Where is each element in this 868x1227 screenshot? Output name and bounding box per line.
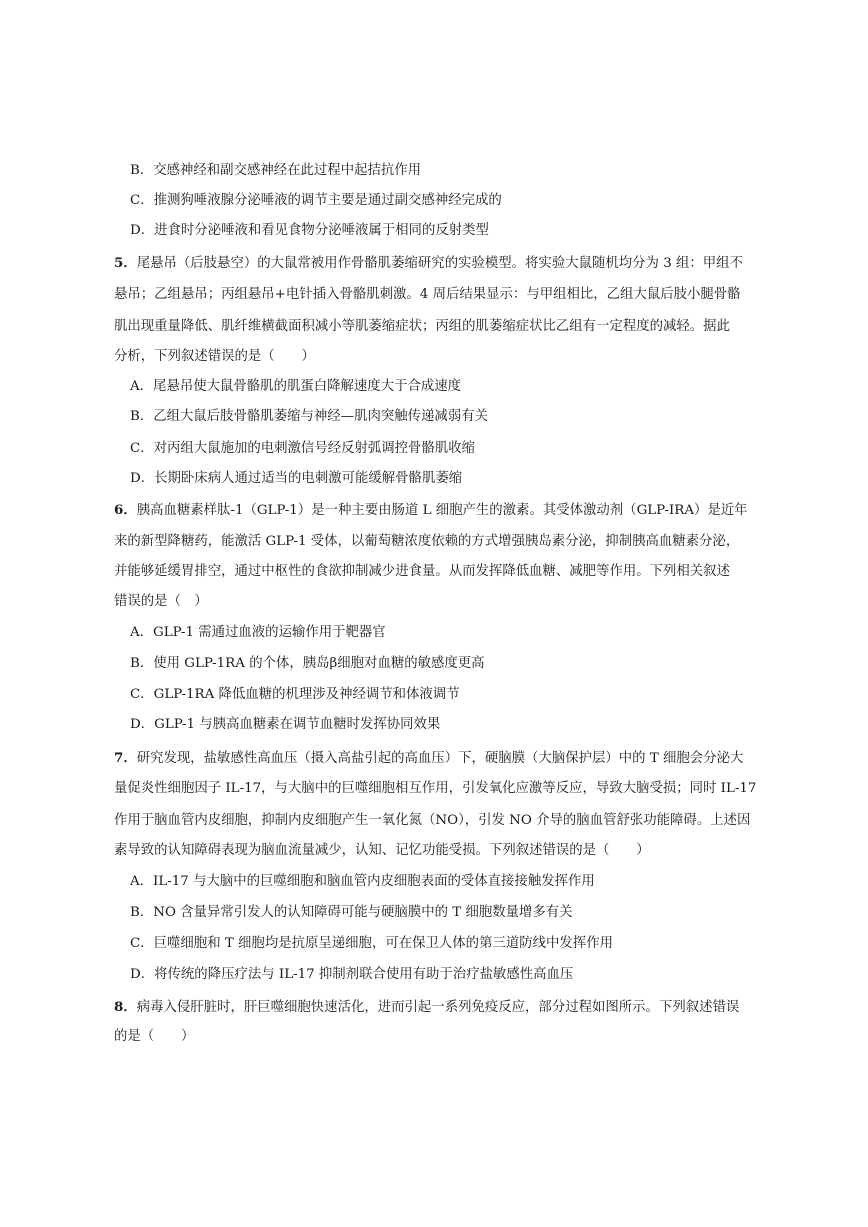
line-text: A．IL-17 与大脑中的巨噬细胞和脑血管内皮细胞表面的受体直接接触发挥作用 [130, 874, 595, 889]
question-number: 5． [114, 255, 137, 271]
line-text: C．巨噬细胞和 T 细胞均是抗原呈递细胞，可在保卫人体的第三道防线中发挥作用 [130, 936, 613, 951]
question-stem-continuation [114, 348, 315, 366]
question-stem-continuation [114, 1028, 194, 1046]
question-stem-continuation [114, 780, 756, 798]
answer-option [130, 162, 421, 180]
line-text: 悬吊；乙组悬吊；丙组悬吊+电针插入骨骼肌刺激。4 周后结果显示：与甲组相比，乙组大鼠后肢小腿骨骼 [114, 287, 741, 302]
answer-option [130, 716, 440, 734]
question-number: 8． [114, 999, 137, 1015]
line-text: C．推测狗唾液腺分泌唾液的调节主要是通过副交感神经完成的 [130, 193, 502, 208]
line-text: D．长期卧床病人通过适当的电刺激可能缓解骨骼肌萎缩 [130, 471, 463, 486]
line-text: 胰高血糖素样肽-1（GLP-1）是一种主要由肠道 L 细胞产生的激素。其受体激动剂（GLP-IRA）是近年 [136, 503, 748, 518]
question-stem [114, 254, 743, 273]
line-text: 作用于脑血管内皮细胞，抑制内皮细胞产生一氧化氮（NO），引发 NO 介导的脑血管舒张功能障碍。上述因 [114, 813, 751, 828]
answer-option [130, 624, 386, 642]
question-number: 7． [114, 750, 137, 766]
answer-option [130, 408, 488, 426]
question-stem-continuation [114, 286, 741, 304]
question-stem-continuation [114, 593, 208, 611]
answer-option [130, 655, 485, 673]
line-text: 的是（ ） [114, 1029, 195, 1044]
line-text: 素导致的认知障碍表现为脑血流量减少，认知、记忆功能受损。下列叙述错误的是（ ） [114, 843, 650, 858]
question-number: 6． [114, 502, 137, 518]
question-stem-continuation [114, 318, 730, 336]
line-text: 肌出现重量降低、肌纤维横截面积减小等肌萎缩症状；丙组的肌萎缩症状比乙组有一定程度的减轻。据此 [114, 319, 730, 334]
line-text: 尾悬吊（后肢悬空）的大鼠常被用作骨骼肌萎缩研究的实验模型。将实验大鼠随机均分为 3 组：甲组不 [136, 256, 743, 271]
line-text: A．GLP-1 需通过血液的运输作用于靶器官 [130, 625, 386, 640]
answer-option [130, 935, 613, 953]
question-stem-continuation [114, 812, 750, 830]
line-text: D．进食时分泌唾液和看见食物分泌唾液属于相同的反射类型 [130, 223, 489, 238]
line-text: 分析，下列叙述错误的是（ ） [114, 349, 315, 364]
answer-option [130, 686, 460, 704]
answer-option [130, 966, 573, 984]
line-text: B．交感神经和副交感神经在此过程中起拮抗作用 [130, 163, 422, 178]
line-text: D．将传统的降压疗法与 IL-17 抑制剂联合使用有助于治疗盐敏感性高血压 [130, 967, 574, 982]
line-text: 并能够延缓胃排空，通过中枢性的食欲抑制减少进食量。从而发挥降低血糖、减肥等作用。下列相关叙述 [114, 564, 730, 579]
line-text: 研究发现，盐敏感性高血压（摄入高盐引起的高血压）下，硬脑膜（大脑保护层）中的 T 细胞会分泌大 [136, 751, 744, 766]
question-stem [114, 749, 743, 768]
answer-option [130, 440, 475, 458]
line-text: D．GLP-1 与胰高血糖素在调节血糖时发挥协同效果 [130, 717, 441, 732]
line-text: 错误的是（ ） [114, 594, 208, 609]
line-text: C．对丙组大鼠施加的电刺激信号经反射弧调控骨骼肌收缩 [130, 441, 476, 456]
line-text: C．GLP-1RA 降低血糖的机理涉及神经调节和体液调节 [130, 687, 460, 702]
question-stem [114, 501, 748, 520]
answer-option [130, 873, 595, 891]
question-stem-continuation [114, 842, 650, 860]
line-text: 量促炎性细胞因子 IL-17，与大脑中的巨噬细胞相互作用，引发氧化应激等反应，导致大脑受损；同时 IL-17 [114, 781, 757, 796]
answer-option [130, 470, 462, 488]
line-text: B．NO 含量异常引发人的认知障碍可能与硬脑膜中的 T 细胞数量增多有关 [130, 905, 573, 920]
question-stem [114, 998, 739, 1017]
answer-option [130, 222, 489, 240]
answer-option [130, 378, 461, 396]
answer-option [130, 192, 502, 210]
line-text: A．尾悬吊使大鼠骨骼肌的肌蛋白降解速度大于合成速度 [130, 379, 462, 394]
line-text: 来的新型降糖药，能激活 GLP-1 受体，以葡萄糖浓度依赖的方式增强胰岛素分泌，抑制胰高血糖素分泌， [114, 534, 740, 549]
line-text: B．使用 GLP-1RA 的个体，胰岛β细胞对血糖的敏感度更高 [130, 656, 485, 671]
line-text: 病毒入侵肝脏时，肝巨噬细胞快速活化，进而引起一系列免疫反应，部分过程如图所示。下列叙述错误 [136, 1000, 740, 1015]
answer-option [130, 904, 573, 922]
line-text: B．乙组大鼠后肢骨骼肌萎缩与神经—肌肉突触传递减弱有关 [130, 409, 488, 424]
question-stem-continuation [114, 533, 739, 551]
question-stem-continuation [114, 563, 730, 581]
